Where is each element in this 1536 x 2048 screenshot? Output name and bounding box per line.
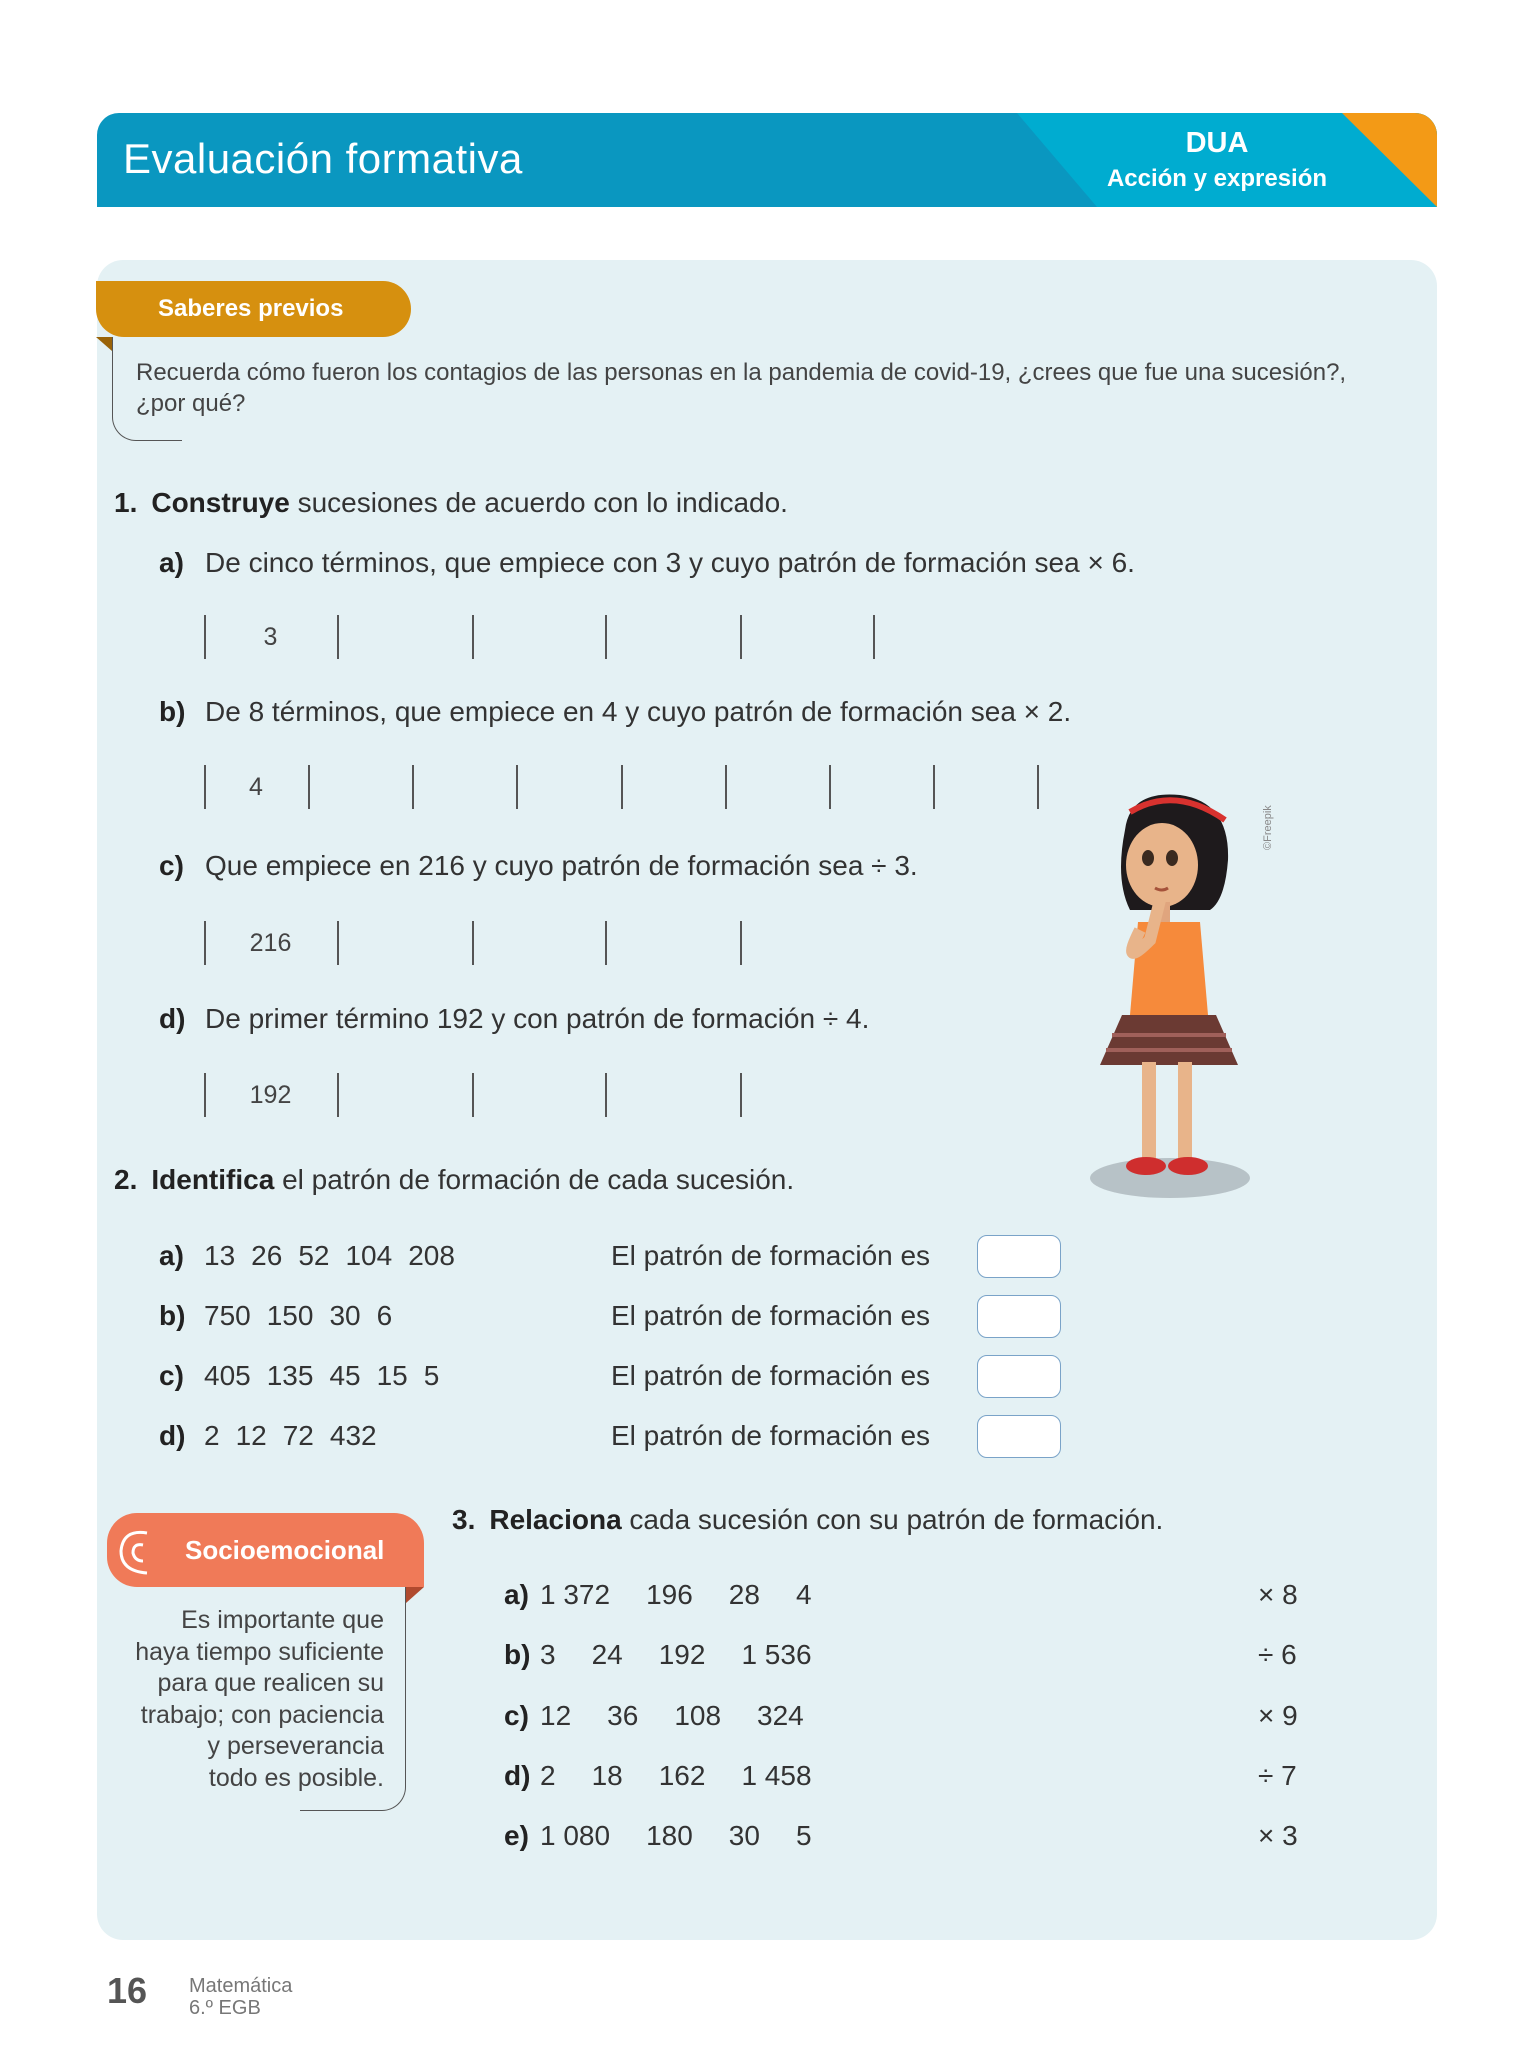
sequence-term: 108 bbox=[674, 1699, 722, 1731]
q2-item-label: a) bbox=[159, 1240, 184, 1271]
q1-item-d: d) De primer término 192 y con patrón de formación ÷ 4. bbox=[159, 1003, 870, 1034]
q1-item-c: c) Que empiece en 216 y cuyo patrón de formación sea ÷ 3. bbox=[159, 850, 918, 881]
sequence-term: 18 bbox=[591, 1759, 623, 1791]
sequence-term: 208 bbox=[408, 1240, 455, 1271]
first-term: 4 bbox=[249, 773, 263, 801]
term-divider bbox=[472, 1073, 474, 1117]
dua-subtitle: Acción y expresión bbox=[1106, 165, 1328, 192]
pattern-answer-input[interactable] bbox=[977, 1235, 1061, 1278]
q2-item-label: d) bbox=[159, 1420, 186, 1451]
sequence bbox=[204, 1420, 377, 1452]
term-divider bbox=[725, 765, 727, 809]
sequence bbox=[540, 1639, 812, 1671]
term-divider bbox=[933, 765, 935, 809]
first-term: 192 bbox=[249, 1081, 292, 1109]
sequence bbox=[540, 1700, 804, 1732]
term-divider bbox=[308, 765, 310, 809]
question-3: 3. Relaciona cada sucesión con su patrón de formación. bbox=[452, 1504, 1164, 1535]
saberes-previos-tab: Saberes previos bbox=[96, 281, 411, 337]
sequence-term: 1 372 bbox=[540, 1579, 611, 1610]
term-divider bbox=[472, 921, 474, 965]
q3-item-label: e) bbox=[504, 1820, 529, 1852]
q2-item-label: c) bbox=[159, 1360, 184, 1391]
term-divider bbox=[829, 765, 831, 809]
sequence bbox=[540, 1579, 812, 1611]
sequence-term: 405 bbox=[204, 1360, 251, 1391]
page-number: 16 bbox=[107, 1970, 148, 2011]
sequence-term: 12 bbox=[540, 1699, 572, 1731]
sequence-term: 36 bbox=[607, 1699, 639, 1731]
sequence-term: 5 bbox=[795, 1820, 812, 1852]
dua-label: DUA bbox=[1185, 127, 1249, 159]
term-divider bbox=[1037, 765, 1039, 809]
sequence-term: 2 bbox=[204, 1420, 220, 1451]
q3-item-label: a) bbox=[504, 1579, 529, 1610]
sequence bbox=[540, 1820, 812, 1852]
sequence-term: 52 bbox=[298, 1240, 330, 1271]
page-title: Evaluación formativa bbox=[123, 135, 523, 182]
sequence-term: 30 bbox=[329, 1300, 361, 1331]
term-divider bbox=[605, 1073, 607, 1117]
pattern-answer-input[interactable] bbox=[977, 1355, 1061, 1398]
q3-item-label: b) bbox=[504, 1639, 531, 1671]
sequence-term: 1 458 bbox=[741, 1759, 812, 1791]
sequence-term: 15 bbox=[376, 1360, 408, 1391]
sequence bbox=[204, 1300, 392, 1332]
term-divider bbox=[605, 615, 607, 659]
sequence-term: 104 bbox=[345, 1240, 393, 1271]
tab-fold bbox=[406, 1587, 424, 1603]
footer-subject: Matemática 6.º EGB bbox=[189, 1975, 293, 2019]
q3-item bbox=[504, 1700, 804, 1732]
socioemocional-icon bbox=[113, 1525, 157, 1579]
sequence-term: 750 bbox=[204, 1300, 251, 1331]
term-divider bbox=[873, 615, 875, 659]
section-header bbox=[97, 113, 1437, 207]
sequence-term: 432 bbox=[329, 1420, 377, 1451]
sequence-term: 12 bbox=[235, 1420, 267, 1451]
first-term: 3 bbox=[263, 623, 278, 651]
question-1: 1. Construye sucesiones de acuerdo con lo indicado. bbox=[114, 487, 788, 518]
pattern-option[interactable]: ÷ 7 bbox=[1258, 1759, 1297, 1791]
sequence-term: 28 bbox=[728, 1579, 760, 1610]
first-term: 216 bbox=[249, 929, 292, 957]
girl-illustration bbox=[1060, 790, 1280, 1205]
q2-item-label: b) bbox=[159, 1300, 186, 1331]
image-credit: ©Freepik bbox=[1262, 805, 1274, 850]
sequence-term: 150 bbox=[266, 1300, 314, 1331]
socioemocional-label: Socioemocional bbox=[185, 1535, 385, 1565]
sequence-term: 162 bbox=[658, 1759, 706, 1791]
sequence-term: 4 bbox=[795, 1579, 812, 1610]
sequence-term: 2 bbox=[540, 1759, 556, 1791]
term-divider bbox=[412, 765, 414, 809]
sequence-term: 3 bbox=[540, 1639, 556, 1671]
q3-item-label: d) bbox=[504, 1759, 531, 1791]
q3-item bbox=[504, 1820, 812, 1852]
sequence-term: 324 bbox=[757, 1699, 804, 1731]
sequence-term: 6 bbox=[376, 1300, 393, 1331]
pattern-option[interactable]: × 8 bbox=[1258, 1579, 1298, 1610]
term-divider bbox=[337, 921, 339, 965]
pattern-prompt: El patrón de formación es bbox=[611, 1300, 931, 1331]
term-divider bbox=[472, 615, 474, 659]
term-divider bbox=[740, 921, 742, 965]
sequence-term: 135 bbox=[266, 1360, 314, 1391]
sequence-term: 1 080 bbox=[540, 1820, 611, 1852]
pattern-prompt: El patrón de formación es bbox=[611, 1240, 931, 1271]
q3-item bbox=[504, 1760, 812, 1792]
term-divider bbox=[337, 615, 339, 659]
pattern-answer-input[interactable] bbox=[977, 1295, 1061, 1338]
pattern-prompt: El patrón de formación es bbox=[611, 1360, 931, 1391]
term-divider bbox=[337, 1073, 339, 1117]
sequence-term: 13 bbox=[204, 1240, 236, 1271]
sequence bbox=[204, 1360, 439, 1392]
q1-item-a: a) De cinco términos, que empiece con 3 y cuyo patrón de formación sea × 6. bbox=[159, 547, 1135, 578]
sequence-term: 45 bbox=[329, 1360, 361, 1391]
tab-fold bbox=[96, 337, 112, 351]
pattern-answer-input[interactable] bbox=[977, 1415, 1061, 1458]
sequence bbox=[540, 1760, 812, 1792]
sequence-term: 1 536 bbox=[741, 1639, 812, 1671]
q1-item-b: b) De 8 términos, que empiece en 4 y cuyo patrón de formación sea × 2. bbox=[159, 696, 1072, 727]
term-divider bbox=[740, 1073, 742, 1117]
question-2: 2. Identifica el patrón de formación de cada sucesión. bbox=[114, 1164, 795, 1195]
pattern-option[interactable]: × 3 bbox=[1258, 1820, 1298, 1852]
q3-item bbox=[504, 1579, 812, 1611]
sequence-term: 180 bbox=[646, 1820, 693, 1852]
sequence-term: 192 bbox=[658, 1639, 706, 1671]
q3-item-label: c) bbox=[504, 1699, 529, 1731]
sequence-term: 196 bbox=[646, 1579, 693, 1610]
sequence-term: 26 bbox=[251, 1240, 283, 1271]
pattern-option[interactable]: ÷ 6 bbox=[1258, 1639, 1297, 1671]
q3-item bbox=[504, 1639, 812, 1671]
sequence-term: 24 bbox=[591, 1639, 623, 1671]
term-divider bbox=[516, 765, 518, 809]
term-divider bbox=[740, 615, 742, 659]
saberes-text-1: Recuerda cómo fueron los contagios de las personas en la pandemia de covid-19, ¿crees que fue una sucesión?, bbox=[136, 359, 1347, 386]
socioemocional-text: Es importante que haya tiempo suficiente para que realicen su trabajo; con paciencia y perseverancia todo es posible. bbox=[135, 1606, 384, 1792]
sequence-term: 72 bbox=[282, 1420, 314, 1451]
socioemocional-tab bbox=[107, 1513, 424, 1587]
term-divider bbox=[621, 765, 623, 809]
term-divider bbox=[605, 921, 607, 965]
pattern-prompt: El patrón de formación es bbox=[611, 1420, 931, 1451]
sequence bbox=[204, 1240, 455, 1272]
sequence-term: 5 bbox=[423, 1360, 440, 1391]
pattern-option[interactable]: × 9 bbox=[1258, 1699, 1298, 1731]
sequence-term: 30 bbox=[728, 1820, 760, 1852]
saberes-text-2: ¿por qué? bbox=[136, 390, 246, 417]
